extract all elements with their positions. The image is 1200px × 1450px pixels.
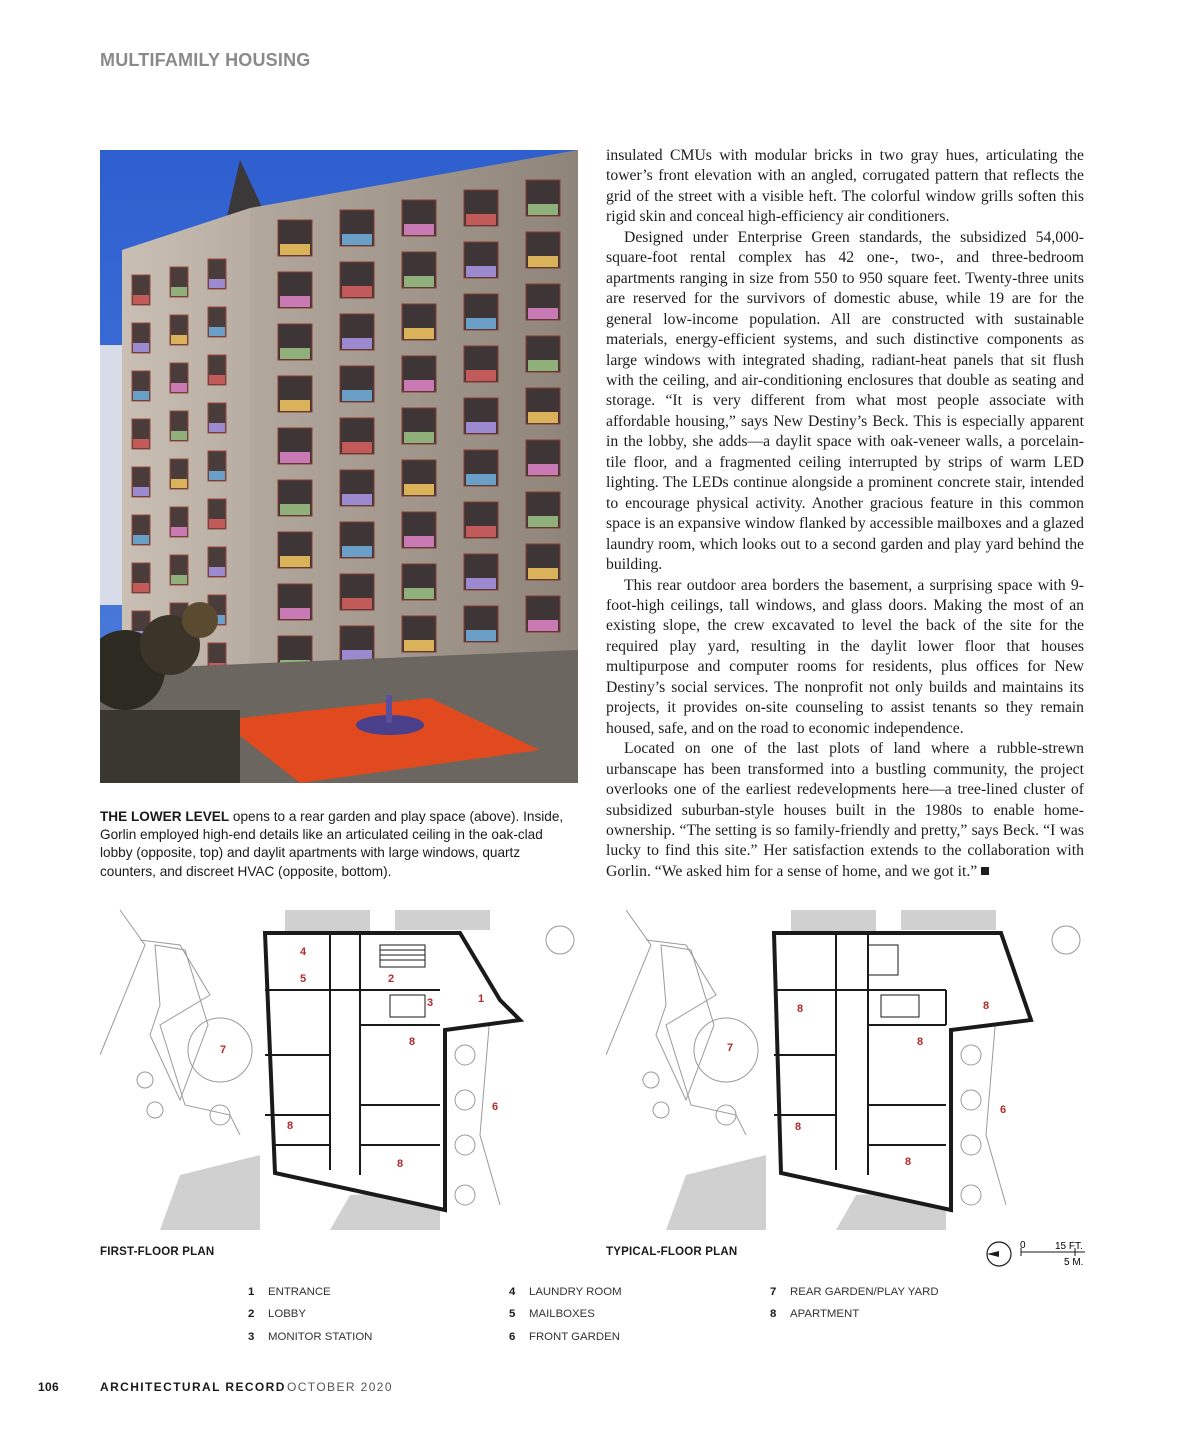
plan-room-tag: 8 bbox=[794, 1121, 802, 1133]
photo-caption bbox=[100, 808, 570, 881]
plan-room-tag: 4 bbox=[299, 946, 307, 958]
legend-item: 2 LOBBY bbox=[248, 1308, 306, 1321]
legend-item: 3 MONITOR STATION bbox=[248, 1330, 373, 1343]
article-body bbox=[606, 146, 1084, 882]
plan-room-tag: 8 bbox=[396, 1158, 404, 1170]
caption-text: opens to a rear garden and play space (above). Inside, Gorlin employed high-end details like an articulated ceiling in the oak-clad lobby (opposite, top) and daylit apartments with large windows, quartz counters, and discreet HVAC (opposite, bottom). bbox=[100, 809, 564, 879]
scale-meters: 5 M. bbox=[1064, 1257, 1084, 1268]
section-header: MULTIFAMILY HOUSING bbox=[100, 50, 311, 70]
plan-room-tag: 8 bbox=[286, 1120, 294, 1132]
first-floor-plan bbox=[100, 905, 580, 1230]
plan-room-tag: 8 bbox=[982, 1000, 990, 1012]
paragraph-4-text: Located on one of the last plots of land where a rubble-strewn urbanscape has been transformed into a bustling community, the project overlooks one of the earliest redevelopments here—a tree-lined cluster of subsidized suburban-style houses built in the 1980s to enable home-ownership. “The setting is so family-friendly and pretty,” says Beck. “I was lucky to find this site.” Her satisfaction extends to the collaboration with Gorlin. “We asked him for a sense of home, and we got it.” bbox=[606, 740, 1084, 880]
paragraph-2: Designed under Enterprise Green standards, the subsidized 54,000-square-foot rental complex has 42 one-, two-, and three-bedroom apartments ranging in size from 550 to 950 square feet. Twenty-three units are reserved for the survivors of domestic abuse, while 19 are for the general low-income population. All are constructed with sustainable materials, energy-efficient systems, and such distinctive components as large windows with integrated shading, radiant-heat panels that sit flush with the ceiling, and air-conditioning enclosures that double as seating and storage. “It is very different from what most people associate with affordable housing,” says New Destiny’s Beck. This is especially apparent in the lobby, she adds—a daylit space with oak-veneer walls, a porcelain-tile floor, and a fragmented ceiling interrupted by strips of warm LED lighting. The LEDs continue alongside a prominent concrete stair, intended to encourage physical activity. Another gracious feature in this common space is an expansive window flanked by accessible mailboxes and a glazed laundry room, which looks out to a second garden and play yard behind the building. bbox=[606, 228, 1084, 574]
legend-column-3 bbox=[770, 1286, 939, 1331]
plan-room-tag: 8 bbox=[796, 1003, 804, 1015]
paragraph-1: insulated CMUs with modular bricks in two gray hues, articulating the tower’s front elevation with an angled, corrugated pattern that reflects the grid of the street with a visible heft. The colorful window grills soften this rigid skin and conceal high-efficiency air conditioners. bbox=[606, 147, 1084, 226]
legend-item: 5 MAILBOXES bbox=[509, 1308, 595, 1321]
paragraph-4 bbox=[606, 739, 1084, 882]
end-mark-icon bbox=[981, 867, 989, 875]
plan-room-tag: 6 bbox=[491, 1101, 499, 1113]
building-photo bbox=[100, 150, 578, 783]
plan-room-tag: 2 bbox=[387, 973, 395, 985]
plan-room-tag: 6 bbox=[999, 1104, 1007, 1116]
plan-room-tag: 5 bbox=[299, 973, 307, 985]
plan-room-tag: 7 bbox=[219, 1044, 227, 1056]
plan-room-tag: 8 bbox=[916, 1036, 924, 1048]
legend-column-1 bbox=[248, 1286, 372, 1353]
legend-item: 4 LAUNDRY ROOM bbox=[509, 1286, 622, 1298]
plan-room-tag: 3 bbox=[426, 997, 434, 1009]
magazine-name: ARCHITECTURAL RECORD bbox=[100, 1380, 286, 1394]
legend-item: 7 REAR GARDEN/PLAY YARD bbox=[770, 1286, 939, 1298]
scale-zero: 0 bbox=[1020, 1240, 1026, 1251]
plan-room-tag: 8 bbox=[904, 1156, 912, 1168]
plan-room-tag: 8 bbox=[408, 1036, 416, 1048]
scale-feet: 15 FT. bbox=[1055, 1241, 1083, 1252]
legend-item: 6 FRONT GARDEN bbox=[509, 1330, 620, 1343]
legend-column-2 bbox=[509, 1286, 622, 1353]
issue-date: OCTOBER 2020 bbox=[287, 1380, 393, 1394]
scale-bar bbox=[985, 1238, 1095, 1270]
paragraph-3: This rear outdoor area borders the basement, a surprising space with 9-foot-high ceilings, tall windows, and glass doors. Making the most of an existing slope, the crew excavated to level the back of the site for the required play yard, resulting in the daylit lower floor that houses multipurpose and computer rooms for residents, plus offices for New Destiny’s social services. The nonprofit not only builds and maintains its projects, it provides on-site counseling to assist tenants so they remain housed, safe, and on the road to economic independence. bbox=[606, 576, 1084, 737]
page-number: 106 bbox=[38, 1380, 59, 1394]
plan-room-tag: 1 bbox=[477, 993, 485, 1005]
first-floor-plan-label: FIRST-FLOOR PLAN bbox=[100, 1246, 215, 1258]
typical-floor-plan bbox=[606, 905, 1086, 1230]
legend-item: 1 ENTRANCE bbox=[248, 1286, 331, 1298]
plan-room-tag: 7 bbox=[726, 1042, 734, 1054]
legend-item: 8 APARTMENT bbox=[770, 1308, 860, 1321]
caption-lead: THE LOWER LEVEL bbox=[100, 809, 230, 824]
typical-floor-plan-label: TYPICAL-FLOOR PLAN bbox=[606, 1246, 738, 1258]
